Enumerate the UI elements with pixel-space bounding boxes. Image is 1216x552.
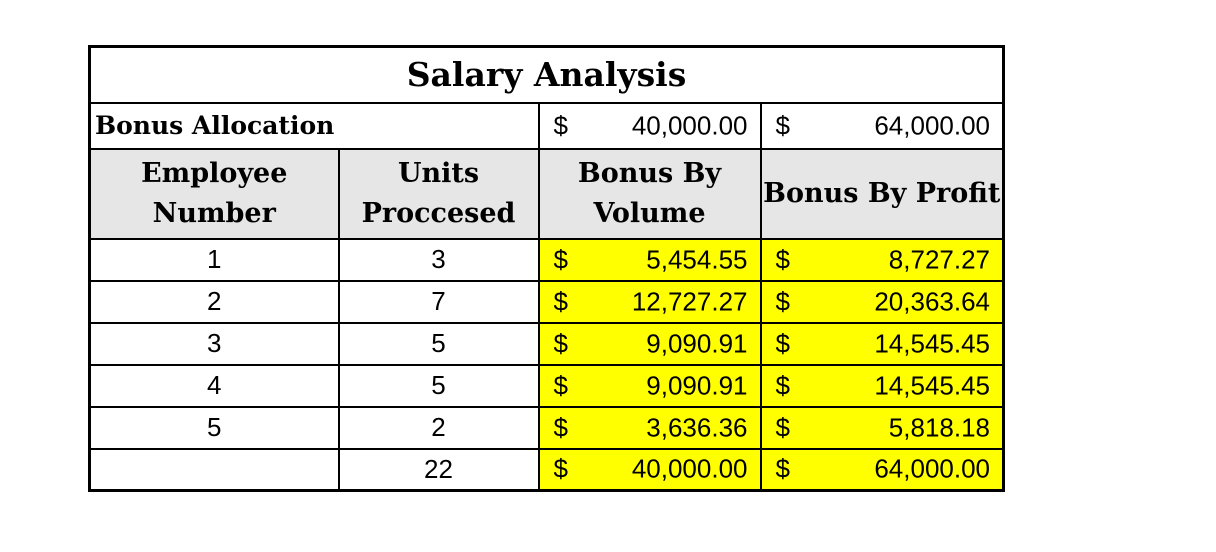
currency-symbol: $ [553,412,568,442]
total-profit-amount: 64,000.00 [874,453,991,484]
title-row [90,47,1004,103]
employee-cell[interactable]: 5 [90,407,339,449]
volume-bonus-cell[interactable] [539,323,761,365]
salary-analysis-sheet [88,45,1002,501]
allocation-volume-cell[interactable] [539,103,761,149]
salary-table [88,45,1005,492]
allocation-profit-amount: 64,000.00 [874,110,991,140]
currency-symbol: $ [775,328,790,358]
totals-row [90,449,1004,491]
employee-cell[interactable]: 1 [90,239,339,281]
employee-cell[interactable]: 2 [90,281,339,323]
profit-bonus-amount: 8,727.27 [888,244,991,274]
units-cell[interactable]: 5 [339,323,539,365]
currency-symbol: $ [775,244,790,274]
volume-bonus-amount: 12,727.27 [631,286,748,316]
volume-bonus-amount: 9,090.91 [646,328,748,358]
profit-bonus-amount: 5,818.18 [888,412,991,442]
currency-symbol: $ [553,286,568,316]
currency-symbol: $ [553,370,568,400]
units-cell[interactable]: 7 [339,281,539,323]
profit-bonus-amount: 14,545.45 [874,370,991,400]
header-row [90,149,1004,239]
profit-bonus-cell[interactable] [761,407,1004,449]
volume-bonus-cell[interactable] [539,365,761,407]
currency-symbol: $ [775,412,790,442]
profit-bonus-amount: 14,545.45 [874,328,991,358]
total-volume-amount: 40,000.00 [631,453,748,484]
table-row [90,365,1004,407]
units-cell[interactable]: 5 [339,365,539,407]
volume-bonus-cell[interactable] [539,281,761,323]
currency-symbol: $ [775,370,790,400]
volume-bonus-cell[interactable] [539,239,761,281]
currency-symbol: $ [553,328,568,358]
profit-bonus-cell[interactable] [761,365,1004,407]
header-bonus-by-profit: Bonus By Profit [761,149,1004,239]
header-units-processed: Units Proccesed [339,149,539,239]
volume-bonus-cell[interactable] [539,407,761,449]
volume-bonus-amount: 3,636.36 [646,412,748,442]
header-bonus-by-volume: Bonus By Volume [539,149,761,239]
table-row [90,323,1004,365]
header-employee-number: Employee Number [90,149,339,239]
total-volume-cell[interactable] [539,449,761,491]
profit-bonus-cell[interactable] [761,323,1004,365]
currency-symbol: $ [775,286,790,316]
total-employee-cell[interactable] [90,449,339,491]
allocation-volume-amount: 40,000.00 [631,110,748,140]
currency-symbol: $ [775,453,790,484]
volume-bonus-amount: 5,454.55 [646,244,748,274]
currency-symbol: $ [553,453,568,484]
total-profit-cell[interactable] [761,449,1004,491]
volume-bonus-amount: 9,090.91 [646,370,748,400]
total-units-cell[interactable]: 22 [339,449,539,491]
allocation-row [90,103,1004,149]
allocation-profit-cell[interactable] [761,103,1004,149]
profit-bonus-cell[interactable] [761,239,1004,281]
table-title: Salary Analysis [90,47,1004,103]
units-cell[interactable]: 3 [339,239,539,281]
currency-symbol: $ [553,110,568,140]
table-row [90,407,1004,449]
currency-symbol: $ [775,110,790,140]
employee-cell[interactable]: 3 [90,323,339,365]
profit-bonus-cell[interactable] [761,281,1004,323]
currency-symbol: $ [553,244,568,274]
bonus-allocation-label: Bonus Allocation [90,103,539,149]
table-row [90,281,1004,323]
table-row [90,239,1004,281]
employee-cell[interactable]: 4 [90,365,339,407]
profit-bonus-amount: 20,363.64 [874,286,991,316]
units-cell[interactable]: 2 [339,407,539,449]
